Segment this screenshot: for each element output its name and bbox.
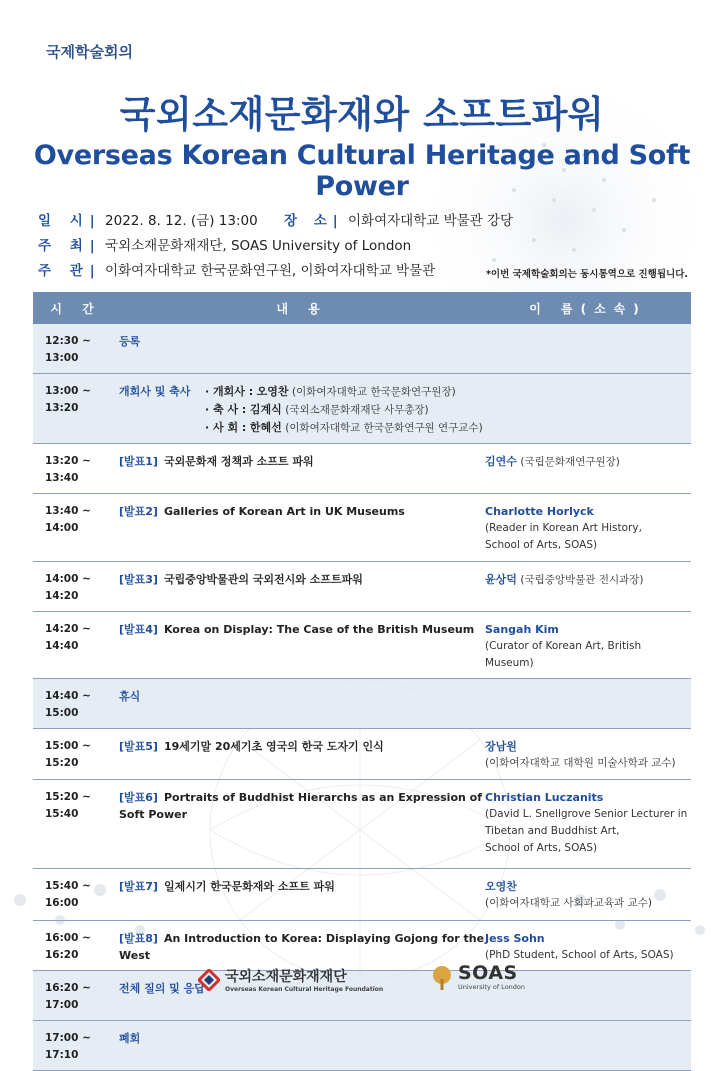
table-row — [33, 1021, 691, 1071]
presentation-tag: [발표2] — [119, 505, 158, 518]
opening-line: · 개회사 : 오영찬 (이화여자대학교 한국문화연구원장) — [205, 385, 456, 398]
speaker-name: 장남원 — [485, 740, 517, 753]
header-content: 내 용 — [119, 292, 485, 324]
host-label: 주 최 — [38, 238, 90, 254]
row-time: 13:20 ~ 13:40 — [33, 444, 119, 494]
row-content: Galleries of Korean Art in UK Museums — [163, 505, 405, 518]
info-row-host: 주 최| 국외소재문화재재단, SOAS University of London — [38, 238, 412, 254]
opening-line: · 축 사 : 김계식 (국외소재문화재재단 사무총장) — [205, 403, 429, 416]
speaker-affiliation: (Curator of Korean Art, British Museum) — [485, 640, 642, 669]
presentation-tag: [발표8] — [119, 932, 158, 945]
row-time: 15:00 ~ 15:20 — [33, 729, 119, 780]
header-name: 이 름(소속) — [485, 292, 691, 324]
row-time: 16:20 ~ 17:00 — [33, 971, 119, 1021]
presentation-tag: [발표5] — [119, 740, 158, 753]
row-time: 15:40 ~ 16:00 — [33, 869, 119, 921]
speaker-affiliation: School of Arts, SOAS) — [485, 842, 598, 854]
row-content: 폐회 — [119, 1032, 141, 1045]
foundation-logo — [198, 966, 383, 993]
soas-name: SOAS — [458, 962, 518, 984]
schedule-table — [33, 292, 691, 1071]
page-title-english: Overseas Korean Cultural Heritage and Soft Power — [33, 140, 691, 202]
table-row — [33, 729, 691, 780]
foundation-name-ko: 국외소재문화재재단 — [225, 969, 347, 985]
row-content: Korea on Display: The Case of the British Museum — [163, 623, 475, 636]
row-time: 12:30 ~ 13:00 — [33, 324, 119, 374]
row-time: 15:20 ~ 15:40 — [33, 780, 119, 869]
row-time: 13:40 ~ 14:00 — [33, 494, 119, 562]
table-row — [33, 869, 691, 921]
row-time: 14:20 ~ 14:40 — [33, 612, 119, 679]
speaker-name: Jess Sohn — [485, 932, 545, 945]
speaker-affiliation: (국립중앙박물관 전시과장) — [520, 574, 644, 586]
venue-value: 이화여자대학교 박물관 강당 — [348, 213, 514, 229]
table-row — [33, 780, 691, 869]
table-row — [33, 612, 691, 679]
row-time: 13:00 ~ 13:20 — [33, 374, 119, 444]
speaker-affiliation: (Reader in Korean Art History, — [485, 522, 642, 534]
date-label: 일 시 — [38, 213, 90, 229]
table-row — [33, 324, 691, 374]
row-time: 14:00 ~ 14:20 — [33, 562, 119, 612]
table-row — [33, 494, 691, 562]
info-row-organizer: 주 관| 이화여자대학교 한국문화연구원, 이화여자대학교 박물관 — [38, 263, 436, 279]
speaker-name: 김연수 — [485, 455, 517, 468]
row-time: 14:40 ~ 15:00 — [33, 679, 119, 729]
soas-subtitle: University of London — [458, 983, 526, 991]
footer-logos — [0, 960, 724, 1010]
row-content: 휴식 — [119, 690, 141, 703]
table-row — [33, 374, 691, 444]
table-row — [33, 679, 691, 729]
row-time: 16:00 ~ 16:20 — [33, 921, 119, 971]
page-title-korean: 국외소재문화재와 소프트파워 — [119, 93, 605, 136]
interpretation-note: *이번 국제학술회의는 동시통역으로 진행됩니다. — [485, 269, 688, 280]
row-content: An Introduction to Korea: Displaying Gojong for the West — [119, 932, 485, 962]
table-row — [33, 444, 691, 494]
info-row-date-venue: 일 시| 2022. 8. 12. (금) 13:00 장 소| 이화여자대학교 박물관 강당 — [38, 213, 514, 229]
organizer-value: 이화여자대학교 한국문화연구원, 이화여자대학교 박물관 — [105, 263, 436, 279]
speaker-name: 오영찬 — [485, 880, 517, 893]
venue-label: 장 소 — [283, 213, 333, 229]
speaker-affiliation: (이화여자대학교 대학원 미술사학과 교수) — [485, 757, 676, 769]
presentation-tag: [발표4] — [119, 623, 158, 636]
speaker-name: Christian Luczanits — [485, 791, 604, 804]
row-content: 일제시기 한국문화재와 소프트 파워 — [163, 880, 335, 893]
speaker-name: 윤상덕 — [485, 573, 517, 586]
foundation-emblem-icon — [198, 969, 220, 991]
presentation-tag: [발표3] — [119, 573, 158, 586]
soas-logo — [430, 964, 525, 991]
speaker-affiliation: (국립문화재연구원장) — [520, 456, 620, 468]
row-content: 개회사 및 축사 — [119, 385, 191, 398]
presentation-tag: [발표6] — [119, 791, 158, 804]
row-content: 국립중앙박물관의 국외전시와 소프트파워 — [163, 573, 363, 586]
organizer-label: 주 관 — [38, 263, 90, 279]
speaker-name: Sangah Kim — [485, 623, 559, 636]
foundation-name-en: Overseas Korean Cultural Heritage Foundation — [225, 986, 384, 993]
speaker-name: Charlotte Horlyck — [485, 505, 594, 518]
row-content: 19세기말 20세기초 영국의 한국 도자기 인식 — [163, 740, 384, 753]
row-content: 등록 — [119, 335, 141, 348]
speaker-affiliation: (이화여자대학교 사회과교육과 교수) — [485, 897, 653, 909]
table-row — [33, 562, 691, 612]
date-value: 2022. 8. 12. (금) 13:00 — [105, 213, 258, 229]
speaker-affiliation: (David L. Snellgrove Senior Lecturer in — [485, 808, 688, 820]
host-value: 국외소재문화재재단, SOAS University of London — [105, 238, 412, 254]
presentation-tag: [발표7] — [119, 880, 158, 893]
opening-line: · 사 회 : 한혜선 (이화여자대학교 한국문화연구원 연구교수) — [205, 421, 483, 434]
row-content: 국외문화재 정책과 소프트 파워 — [163, 455, 314, 468]
header-time: 시 간 — [33, 292, 119, 324]
presentation-tag: [발표1] — [119, 455, 158, 468]
row-time: 17:00 ~ 17:10 — [33, 1021, 119, 1071]
row-content: 전체 질의 및 응답 — [119, 982, 205, 995]
row-content: Portraits of Buddhist Hierarchs as an Expression of Soft Power — [119, 791, 483, 821]
speaker-affiliation: (PhD Student, School of Arts, SOAS) — [485, 949, 674, 961]
speaker-affiliation: School of Arts, SOAS) — [485, 539, 598, 551]
event-type-label: 국제학술회의 — [46, 43, 133, 61]
speaker-affiliation: Tibetan and Buddhist Art, — [485, 825, 620, 837]
soas-tree-icon — [430, 965, 454, 991]
